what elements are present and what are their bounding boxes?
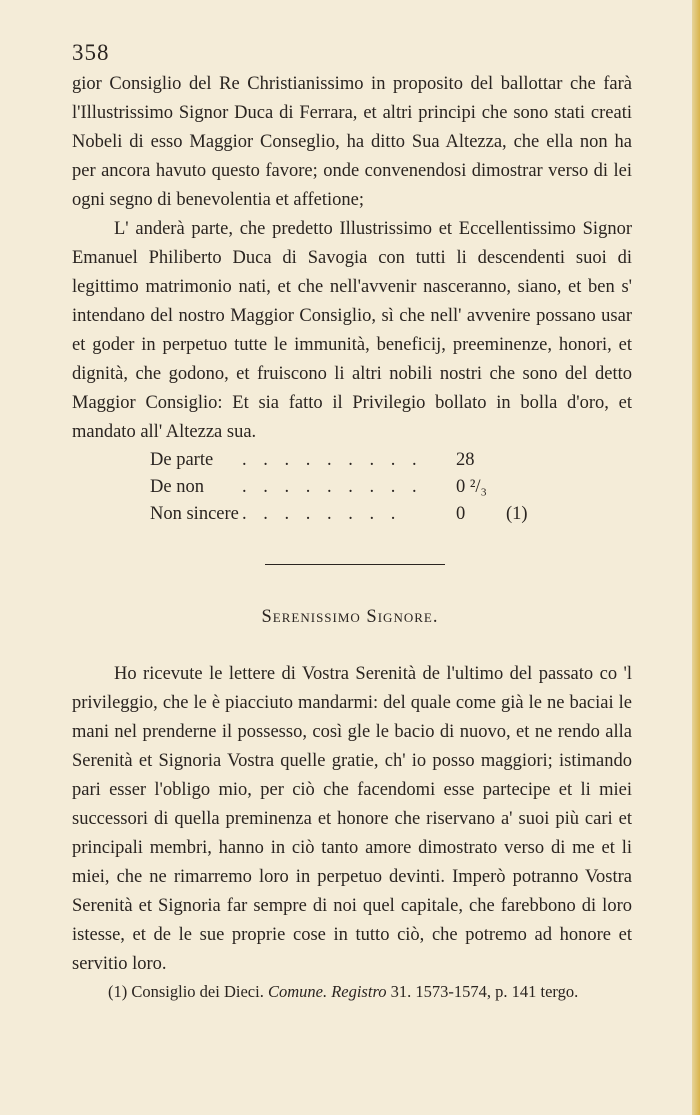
vote-row-non-sincere	[150, 501, 570, 528]
footnote-source-italic: Comune. Registro	[267, 982, 387, 1001]
footnote-source: Consiglio dei Dieci.	[131, 982, 264, 1001]
vote-row-de-non	[150, 474, 570, 501]
vote-leader-dots: . . . . . . . .	[242, 504, 402, 524]
vote-value: 0	[456, 504, 466, 524]
page-number: 358	[72, 40, 110, 65]
footnote-number: (1)	[108, 982, 128, 1001]
footnote-reference: 31. 1573-1574, p. 141 tergo.	[390, 982, 579, 1001]
document-body-top	[72, 70, 632, 447]
section-divider	[265, 564, 445, 565]
paragraph-resolution: L' anderà parte, che predetto Illustrissimo et Eccellentissimo Signor Emanuel Philiberto Duca di Savogia con tutti li descendenti suoi di legittimo matrimonio nati, et che nell'avvenir nasceranno, siano, et ben s' intendano del nostro Maggior Consiglio, sì che nell' avvenire possano usar et goder in perpetuo tutte le immunità, beneficij, preeminenze, honori, et dignità, che godono, et fruiscono li altri nobili nostri che sono del detto Maggior Consiglio: Et sia fatto il Privilegio bollato in bolla d'oro, et mandato all' Altezza sua.	[72, 219, 632, 442]
page-edge	[692, 0, 700, 1115]
footnote	[108, 982, 578, 1002]
paragraph-continuation: gior Consiglio del Re Christianissimo in proposito del ballottar che farà l'Illustrissimo Signor Duca di Ferrara, et altri principi che sono stati creati Nobeli di esso Maggior Conseglio, ha ditto Sua Altezza, che ella non ha per ancora havuto questo favore; onde convenendosi dimostrar verso di lei ogni segno di benevolentia et affetione;	[72, 74, 632, 210]
vote-leader-dots: . . . . . . . . .	[242, 477, 423, 497]
letter-body: Ho ricevute le lettere di Vostra Serenità de l'ultimo del passato co 'l privileggio, che le è piacciuto mandarmi: del quale come già le ne baciai le mani nel prenderne il possesso, così gle le bacio di nuovo, et ne rendo alla Serenità et Signoria Vostra quelle gratie, ch' io posso maggiori; istimando pari esser l'obligo mio, per ciò che facendomi esse partecipe et li miei successori di quella preminenza et honore che riservano a' suoi più cari et principali membri, hanno in ciò tanto amore dimostrato verso di me et li miei, che ne rimarremo loro in perpetuo devinti. Imperò potranno Vostra Serenità et Signoria far sempre di noi quel capitale, che farebbono di loro istesse, et de le sue proprie cose in tutto ciò, che potremo ad honore et servitio loro.	[72, 664, 632, 974]
vote-label: De parte	[150, 450, 214, 470]
vote-label: Non sincere	[150, 504, 239, 524]
vote-value: 0 ²/₃	[456, 477, 488, 497]
vote-leader-dots: . . . . . . . . .	[242, 450, 423, 470]
vote-row-de-parte	[150, 447, 570, 474]
letter-heading: Serenissimo Signore.	[261, 607, 439, 627]
vote-tally	[150, 447, 570, 528]
vote-label: De non	[150, 477, 204, 497]
footnote-marker: (1)	[506, 504, 528, 524]
vote-value: 28	[456, 450, 475, 470]
